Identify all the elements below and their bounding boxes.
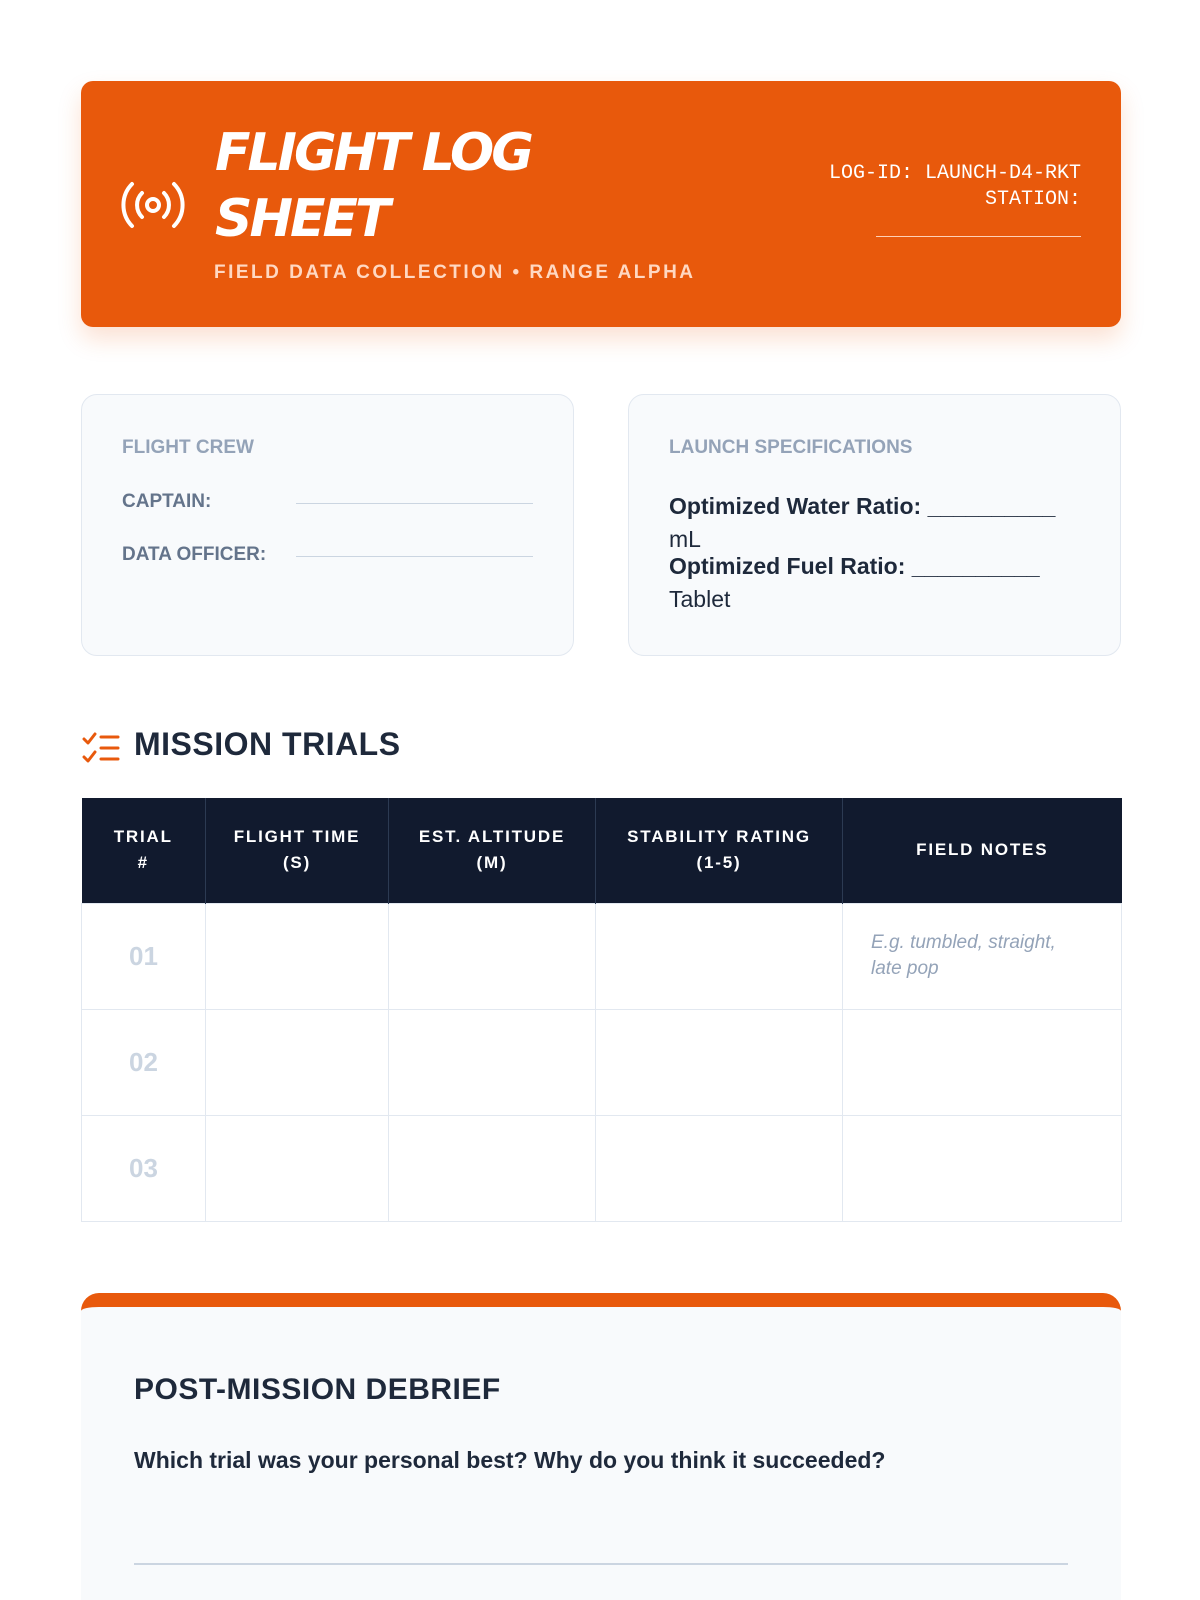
water-ratio-spec <box>669 490 1089 556</box>
data-officer-field[interactable] <box>296 556 533 557</box>
table-row <box>82 903 1122 1009</box>
mission-trials-title: MISSION TRIALS <box>134 726 401 762</box>
column-header-field-notes: FIELD NOTES <box>843 798 1122 903</box>
flight-crew-card <box>81 394 574 656</box>
column-header-flight-time: FLIGHT TIME (S) <box>206 798 389 903</box>
table-header-row <box>82 798 1122 903</box>
page-subtitle: FIELD DATA COLLECTION • RANGE ALPHA <box>214 262 696 283</box>
water-ratio-label: Optimized Water Ratio: <box>669 493 922 519</box>
column-header-stability: STABILITY RATING (1-5) <box>596 798 843 903</box>
field-notes-cell[interactable] <box>843 903 1122 1009</box>
station-label: STATION: <box>984 188 1081 211</box>
fuel-ratio-spec <box>669 550 1089 616</box>
launch-specs-card <box>628 394 1121 656</box>
stability-cell[interactable] <box>596 1115 843 1221</box>
page-title-line1: FLIGHT LOG <box>215 123 531 183</box>
checklist-icon <box>82 731 120 765</box>
stability-cell[interactable] <box>596 1009 843 1115</box>
fuel-ratio-unit: Tablet <box>669 586 731 612</box>
mission-trials-table <box>81 798 1122 1222</box>
water-ratio-blank[interactable]: __________ <box>927 493 1056 519</box>
flight-time-cell[interactable] <box>206 903 389 1009</box>
broadcast-icon <box>119 177 187 233</box>
flight-crew-title: FLIGHT CREW <box>122 437 254 458</box>
station-field[interactable] <box>876 236 1081 237</box>
data-officer-label: DATA OFFICER: <box>122 544 267 565</box>
altitude-cell[interactable] <box>389 1009 596 1115</box>
captain-field[interactable] <box>296 503 533 504</box>
launch-specs-title: LAUNCH SPECIFICATIONS <box>669 437 913 458</box>
debrief-card <box>81 1293 1121 1600</box>
column-header-altitude: EST. ALTITUDE (M) <box>389 798 596 903</box>
debrief-title: POST-MISSION DEBRIEF <box>134 1373 501 1406</box>
trial-number-cell: 01 <box>82 903 206 1009</box>
trial-number-cell: 02 <box>82 1009 206 1115</box>
trial-number-cell: 03 <box>82 1115 206 1221</box>
column-header-trial: TRIAL # <box>82 798 206 903</box>
field-notes-hint: E.g. tumbled, straight, late pop <box>871 932 1056 979</box>
altitude-cell[interactable] <box>389 903 596 1009</box>
page-title-line2: SHEET <box>215 189 388 249</box>
flight-time-cell[interactable] <box>206 1115 389 1221</box>
debrief-answer-field[interactable] <box>134 1563 1068 1565</box>
log-id: LOG-ID: LAUNCH-D4-RKT <box>828 162 1081 185</box>
field-notes-cell[interactable] <box>843 1115 1122 1221</box>
captain-label: CAPTAIN: <box>122 491 212 512</box>
header-banner <box>81 81 1121 327</box>
table-row <box>82 1009 1122 1115</box>
altitude-cell[interactable] <box>389 1115 596 1221</box>
table-row <box>82 1115 1122 1221</box>
water-ratio-unit: mL <box>669 526 701 552</box>
stability-cell[interactable] <box>596 903 843 1009</box>
log-meta <box>829 161 1081 213</box>
fuel-ratio-label: Optimized Fuel Ratio: <box>669 553 906 579</box>
field-notes-cell[interactable] <box>843 1009 1122 1115</box>
debrief-question: Which trial was your personal best? Why do you think it succeeded? <box>134 1447 886 1473</box>
fuel-ratio-blank[interactable]: __________ <box>911 553 1040 579</box>
flight-time-cell[interactable] <box>206 1009 389 1115</box>
